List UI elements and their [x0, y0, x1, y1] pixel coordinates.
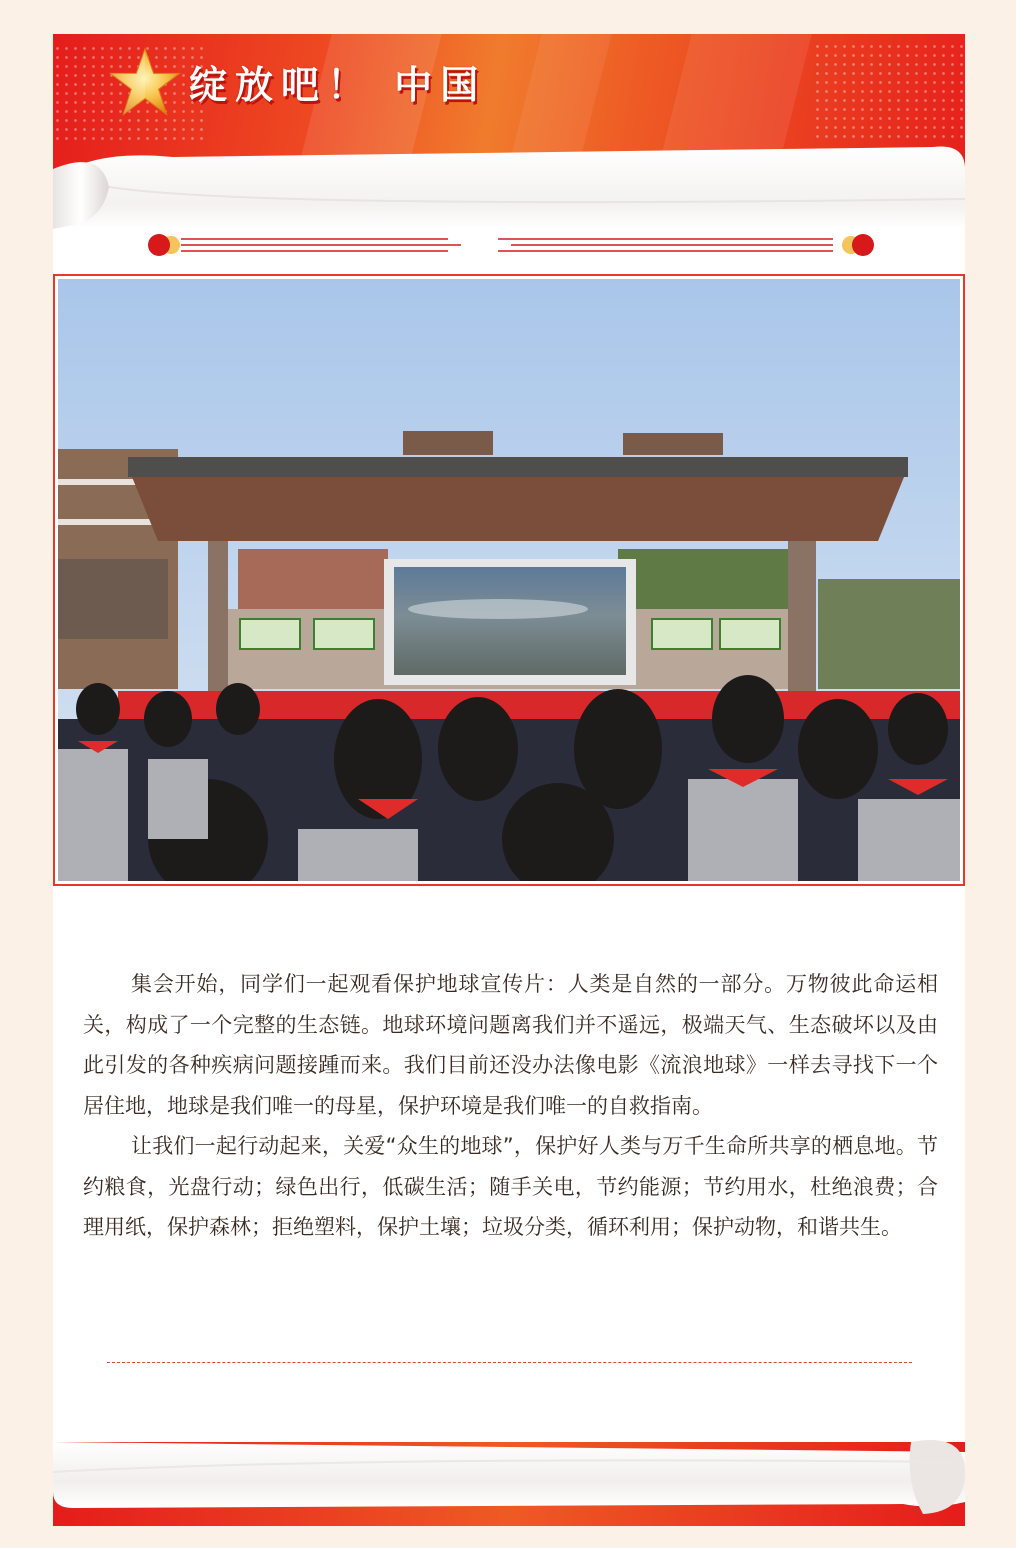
section-divider	[53, 230, 965, 260]
article-body	[83, 964, 938, 1248]
article-paragraph: 集会开始，同学们一起观看保护地球宣传片：人类是自然的一部分。万物彼此命运相关，构成了一个完整的生态链。地球环境问题离我们并不遥远，极端天气、生态破坏以及由此引发的各种疾病问题接踵而来。我们目前还没办法像电影《流浪地球》一样去寻找下一个居住地，地球是我们唯一的母星，保护环境是我们唯一的自救指南。	[83, 972, 938, 1118]
article-paragraph: 让我们一起行动起来，关爱“众生的地球”，保护好人类与万千生命所共享的栖息地。节约粮食，光盘行动；绿色出行，低碳生活；随手关电，节约能源；节约用水，杜绝浪费；合理用纸，保护森林；拒绝塑料，保护土壤；垃圾分类，循环利用；保护动物，和谐共生。	[83, 1134, 938, 1239]
event-photo	[53, 274, 965, 886]
scroll-top-decoration	[53, 139, 965, 229]
page-title: 绽放吧！ 中国	[189, 63, 487, 107]
dashed-divider	[107, 1362, 912, 1363]
scroll-bottom-decoration	[53, 1412, 965, 1526]
article-card	[53, 34, 965, 1526]
star-icon	[109, 46, 181, 118]
photo-icon	[58, 279, 960, 881]
